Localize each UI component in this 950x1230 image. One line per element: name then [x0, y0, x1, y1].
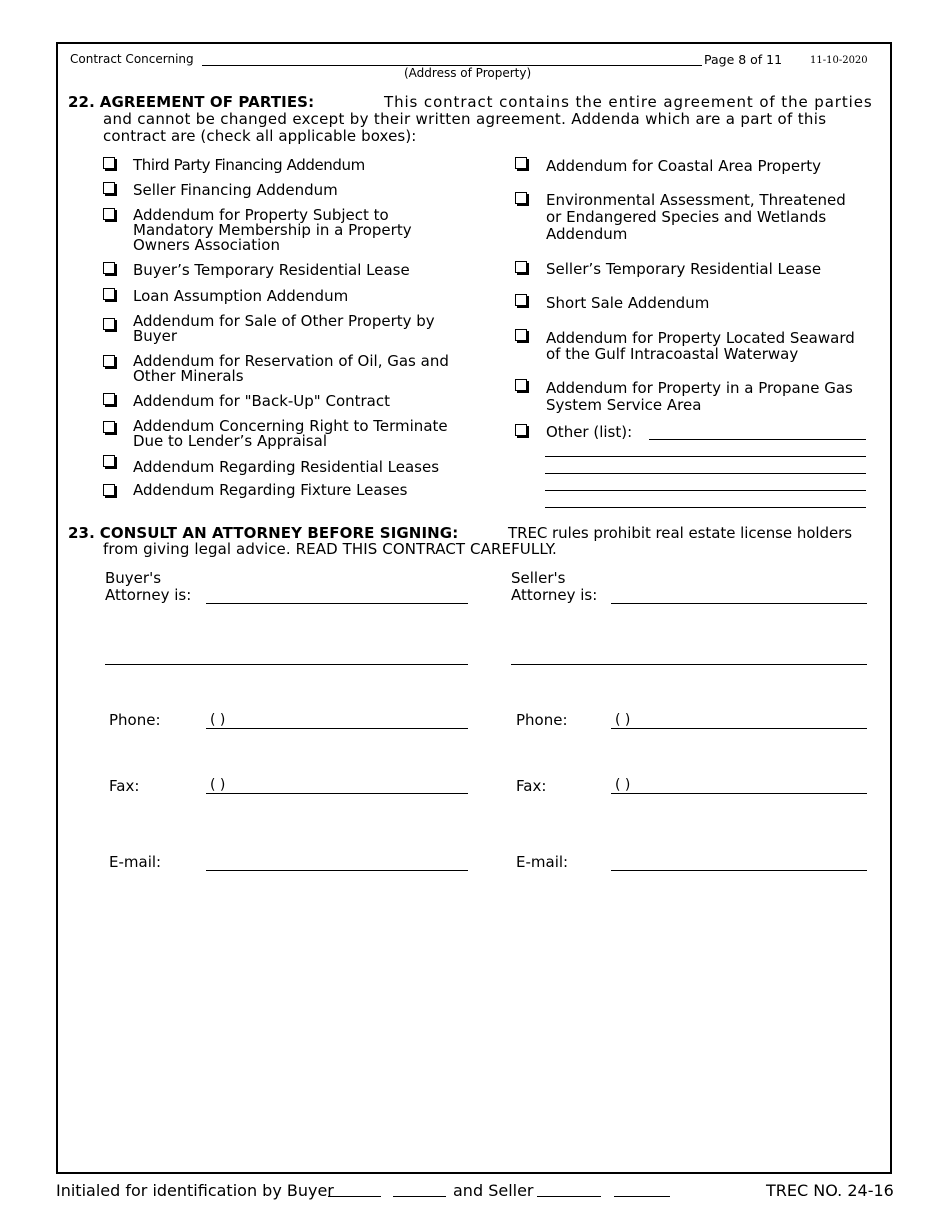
initialed-buyer-label: Initialed for identification by Buyer	[56, 1181, 334, 1200]
checkbox-sellers-temporary-lease[interactable]	[515, 261, 527, 273]
addendum-label: Other (list):	[546, 423, 633, 441]
checkbox-propane-gas-area[interactable]	[515, 379, 527, 391]
addendum-label: Loan Assumption Addendum	[133, 287, 349, 305]
buyer-email-label: E-mail:	[109, 853, 162, 871]
and-seller-label: and Seller	[453, 1181, 534, 1200]
seller-fax-area-code: ( )	[615, 777, 631, 793]
checkbox-sale-of-other-property[interactable]	[103, 318, 115, 330]
seller-attorney-label: Attorney is:	[511, 586, 598, 604]
addendum-label: Owners Association	[133, 236, 280, 254]
checkbox-coastal-area[interactable]	[515, 157, 527, 169]
other-list-line[interactable]	[649, 439, 866, 440]
other-list-line[interactable]	[545, 507, 866, 508]
addendum-label: Third Party Financing Addendum	[133, 156, 365, 174]
section-23-text-1: TREC rules prohibit real estate license holders	[508, 524, 853, 542]
seller-email-field[interactable]	[611, 870, 867, 871]
buyer-phone-field[interactable]	[206, 728, 468, 729]
addendum-label: Addendum for Property Located Seaward	[546, 329, 855, 347]
seller-initial-field[interactable]	[537, 1196, 601, 1197]
buyer-fax-field[interactable]	[206, 793, 468, 794]
addendum-label: Addendum for Coastal Area Property	[546, 157, 822, 175]
checkbox-environmental-assessment[interactable]	[515, 192, 527, 204]
section-23-text-2: from giving legal advice. READ THIS CONTRACT CAREFULLY.	[103, 540, 557, 558]
checkbox-third-party-financing[interactable]	[103, 157, 115, 169]
section-22-text-3: contract are (check all applicable boxes):	[103, 127, 417, 145]
section-23-title: CONSULT AN ATTORNEY BEFORE SIGNING:	[99, 524, 459, 542]
buyer-initial-field[interactable]	[393, 1196, 446, 1197]
checkbox-right-to-terminate-appraisal[interactable]	[103, 421, 115, 433]
page-number: Page 8 of 11	[704, 52, 783, 67]
seller-phone-area-code: ( )	[615, 712, 631, 728]
seller-fax-field[interactable]	[611, 793, 867, 794]
checkbox-fixture-leases[interactable]	[103, 484, 115, 496]
seller-attorney-label: Seller's	[511, 569, 566, 587]
addendum-label: Addendum Regarding Fixture Leases	[133, 481, 408, 499]
other-list-line[interactable]	[545, 473, 866, 474]
addendum-label: Mandatory Membership in a Property	[133, 221, 412, 239]
other-list-line[interactable]	[545, 456, 866, 457]
section-23-number: 23.	[68, 524, 95, 542]
addendum-label: Addendum for Property in a Propane Gas	[546, 379, 853, 397]
seller-phone-field[interactable]	[611, 728, 867, 729]
buyer-fax-area-code: ( )	[210, 777, 226, 793]
section-22-number: 22.	[68, 93, 95, 111]
checkbox-residential-leases[interactable]	[103, 455, 115, 467]
addendum-label: Other Minerals	[133, 367, 244, 385]
addendum-label: Addendum for Reservation of Oil, Gas and	[133, 352, 449, 370]
addendum-label: Due to Lender’s Appraisal	[133, 432, 327, 450]
buyer-attorney-name-field[interactable]	[206, 603, 468, 604]
section-22-heading	[68, 94, 314, 111]
addendum-label: or Endangered Species and Wetlands	[546, 208, 827, 226]
seller-attorney-address-field[interactable]	[511, 664, 867, 665]
addendum-label: Buyer’s Temporary Residential Lease	[133, 261, 410, 279]
addendum-label: Environmental Assessment, Threatened	[546, 191, 846, 209]
checkbox-back-up-contract[interactable]	[103, 393, 115, 405]
form-date: 11-10-2020	[810, 55, 868, 66]
section-22-title: AGREEMENT OF PARTIES:	[99, 93, 315, 111]
buyer-email-field[interactable]	[206, 870, 468, 871]
buyer-phone-area-code: ( )	[210, 712, 226, 728]
checkbox-property-owners-association[interactable]	[103, 208, 115, 220]
checkbox-other[interactable]	[515, 424, 527, 436]
checkbox-seller-financing[interactable]	[103, 182, 115, 194]
addendum-label: Addendum for Property Subject to	[133, 206, 389, 224]
buyer-attorney-address-field[interactable]	[105, 664, 468, 665]
seller-phone-label: Phone:	[516, 711, 568, 729]
addendum-label: Addendum Concerning Right to Terminate	[133, 417, 448, 435]
checkbox-short-sale[interactable]	[515, 294, 527, 306]
buyer-initial-field[interactable]	[328, 1196, 381, 1197]
address-caption: (Address of Property)	[404, 66, 532, 80]
seller-email-label: E-mail:	[516, 853, 569, 871]
addendum-label: Buyer	[133, 327, 178, 345]
addendum-label: System Service Area	[546, 396, 702, 414]
addendum-label: Addendum Regarding Residential Leases	[133, 458, 440, 476]
addendum-label: Seller Financing Addendum	[133, 181, 338, 199]
checkbox-loan-assumption[interactable]	[103, 288, 115, 300]
buyer-fax-label: Fax:	[109, 777, 140, 795]
seller-fax-label: Fax:	[516, 777, 547, 795]
seller-attorney-name-field[interactable]	[611, 603, 867, 604]
contract-concerning-label: Contract Concerning	[70, 52, 194, 66]
addendum-label: Addendum for Sale of Other Property by	[133, 312, 435, 330]
addendum-label: Addendum	[546, 225, 628, 243]
checkbox-buyers-temporary-lease[interactable]	[103, 262, 115, 274]
addendum-label: Short Sale Addendum	[546, 294, 710, 312]
addendum-label: Seller’s Temporary Residential Lease	[546, 260, 822, 278]
other-list-line[interactable]	[545, 490, 866, 491]
trec-form-number: TREC NO. 24-16	[766, 1181, 894, 1200]
section-22-text-1: This contract contains the entire agreement of the parties	[384, 93, 873, 111]
buyer-attorney-label: Attorney is:	[105, 586, 192, 604]
section-22-text-2: and cannot be changed except by their written agreement. Addenda which are a part of this	[103, 110, 827, 128]
addendum-label: Addendum for "Back-Up" Contract	[133, 392, 390, 410]
buyer-attorney-label: Buyer's	[105, 569, 162, 587]
seller-initial-field[interactable]	[614, 1196, 670, 1197]
checkbox-reservation-oil-gas[interactable]	[103, 355, 115, 367]
addendum-label: of the Gulf Intracoastal Waterway	[546, 345, 799, 363]
buyer-phone-label: Phone:	[109, 711, 161, 729]
checkbox-seaward-gulf-waterway[interactable]	[515, 329, 527, 341]
